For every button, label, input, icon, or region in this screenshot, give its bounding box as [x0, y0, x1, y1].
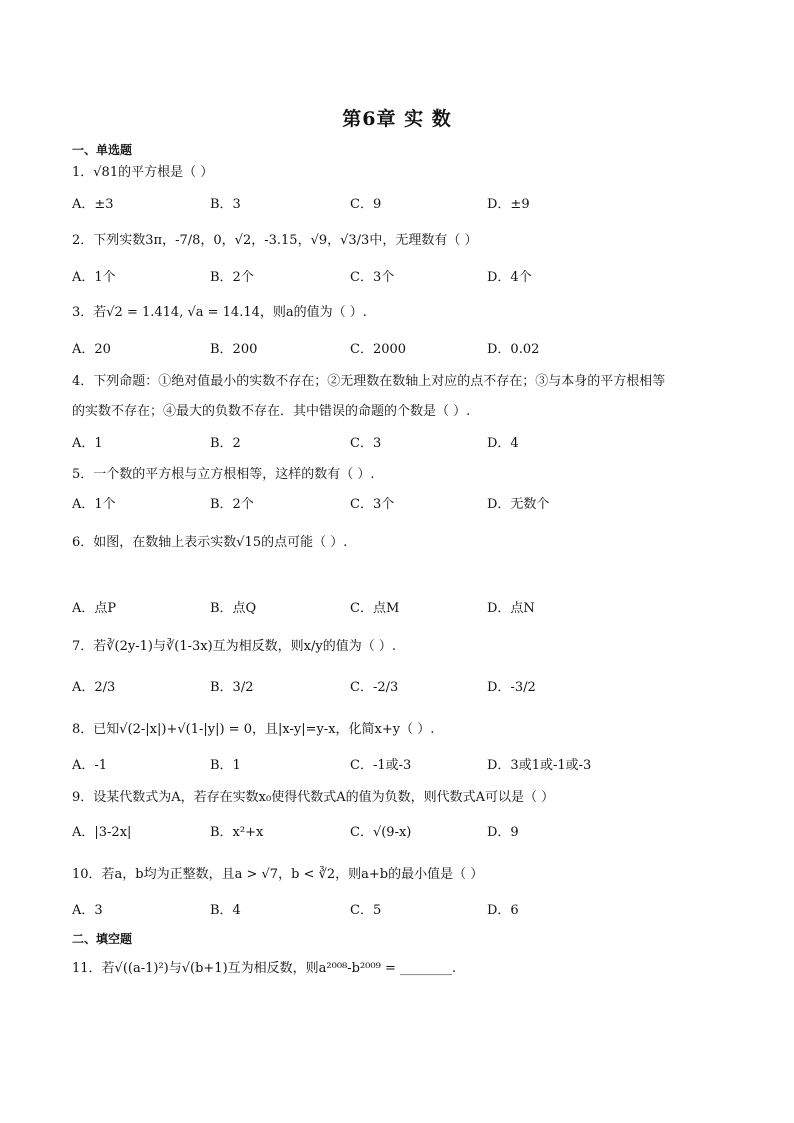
- question-5-option-c: C．3个: [350, 497, 395, 512]
- question-7-option-c: C．-2/3: [350, 680, 399, 695]
- question-9-option-b: B．x²+x: [210, 825, 264, 840]
- question-8-option-c: C．-1或-3: [350, 758, 412, 773]
- question-9-stem: 9．设某代数式为A，若存在实数x₀使得代数式A的值为负数，则代数式A可以是（ ）: [72, 790, 555, 805]
- question-7-option-d: D．-3/2: [487, 680, 536, 695]
- question-6-stem: 6．如图，在数轴上表示实数√15的点可能（ ）.: [72, 535, 348, 550]
- question-2-option-a: A．1个: [72, 270, 116, 285]
- question-9-option-a: A．|3-2x|: [72, 825, 132, 840]
- question-3-stem: 3．若√2 = 1.414, √a = 14.14，则a的值为（ ）.: [72, 305, 367, 320]
- question-6-option-b: B．点Q: [210, 601, 257, 616]
- question-2-option-c: C．3个: [350, 270, 395, 285]
- question-7-option-b: B．3/2: [210, 680, 254, 695]
- question-1-option-b: B．3: [210, 197, 241, 212]
- section-heading-fill-in: 二、填空题: [72, 932, 133, 946]
- question-4-option-d: D．4: [487, 436, 519, 451]
- question-4-option-a: A．1: [72, 436, 103, 451]
- page-title: 第6章 实 数: [342, 108, 452, 130]
- question-3-option-c: C．2000: [350, 342, 407, 357]
- question-8-option-b: B．1: [210, 758, 241, 773]
- question-3-option-d: D．0.02: [487, 342, 540, 357]
- question-2-stem: 2．下列实数3π，-7/8，0，√2，-3.15，√9，√3/3中，无理数有（ ）: [72, 233, 478, 248]
- question-1-option-a: A．±3: [72, 197, 114, 212]
- question-10-option-a: A．3: [72, 903, 103, 918]
- question-1-option-c: C．9: [350, 197, 382, 212]
- question-5-option-b: B．2个: [210, 497, 254, 512]
- question-10-option-c: C．5: [350, 903, 382, 918]
- question-10-option-b: B．4: [210, 903, 241, 918]
- question-9-option-d: D．9: [487, 825, 519, 840]
- question-5-stem: 5．一个数的平方根与立方根相等，这样的数有（ ）.: [72, 467, 375, 482]
- question-8-option-a: A．-1: [72, 758, 108, 773]
- question-4-stem-continued: 的实数不存在；④最大的负数不存在．其中错误的命题的个数是（ ）.: [72, 404, 471, 419]
- question-7-option-a: A．2/3: [72, 680, 116, 695]
- question-8-option-d: D．3或1或-1或-3: [487, 758, 592, 773]
- question-9-option-c: C．√(9-x): [350, 825, 412, 840]
- question-7-stem: 7．若∛(2y-1)与∛(1-3x)互为相反数，则x/y的值为（ ）.: [72, 639, 396, 654]
- question-3-option-b: B．200: [210, 342, 258, 357]
- question-2-option-d: D．4个: [487, 270, 532, 285]
- question-2-option-b: B．2个: [210, 270, 254, 285]
- question-6-option-c: C．点M: [350, 601, 400, 616]
- question-10-option-d: D．6: [487, 903, 519, 918]
- question-1-option-d: D．±9: [487, 197, 530, 212]
- question-5-option-a: A．1个: [72, 497, 116, 512]
- question-4-option-b: B．2: [210, 436, 241, 451]
- question-6-option-d: D．点N: [487, 601, 535, 616]
- question-1-stem: 1．√81的平方根是（ ）: [72, 165, 214, 180]
- question-8-stem: 8．已知√(2-|x|)+√(1-|y|) = 0，且|x-y|=y-x，化简x+y（ ）.: [72, 722, 435, 737]
- section-heading-single-choice: 一、单选题: [72, 143, 133, 157]
- question-6-option-a: A．点P: [72, 601, 117, 616]
- question-4-option-c: C．3: [350, 436, 382, 451]
- question-11-stem: 11．若√((a-1)²)与√(b+1)互为相反数，则a²⁰⁰⁸-b²⁰⁰⁹ = ________.: [72, 961, 457, 976]
- question-3-option-a: A．20: [72, 342, 111, 357]
- question-10-stem: 10．若a，b均为正整数，且a > √7，b < ∛2，则a+b的最小值是（ ）: [72, 867, 484, 882]
- question-5-option-d: D．无数个: [487, 497, 550, 512]
- question-4-stem: 4．下列命题：①绝对值最小的实数不存在；②无理数在数轴上对应的点不存在；③与本身的平方根相等: [72, 374, 666, 389]
